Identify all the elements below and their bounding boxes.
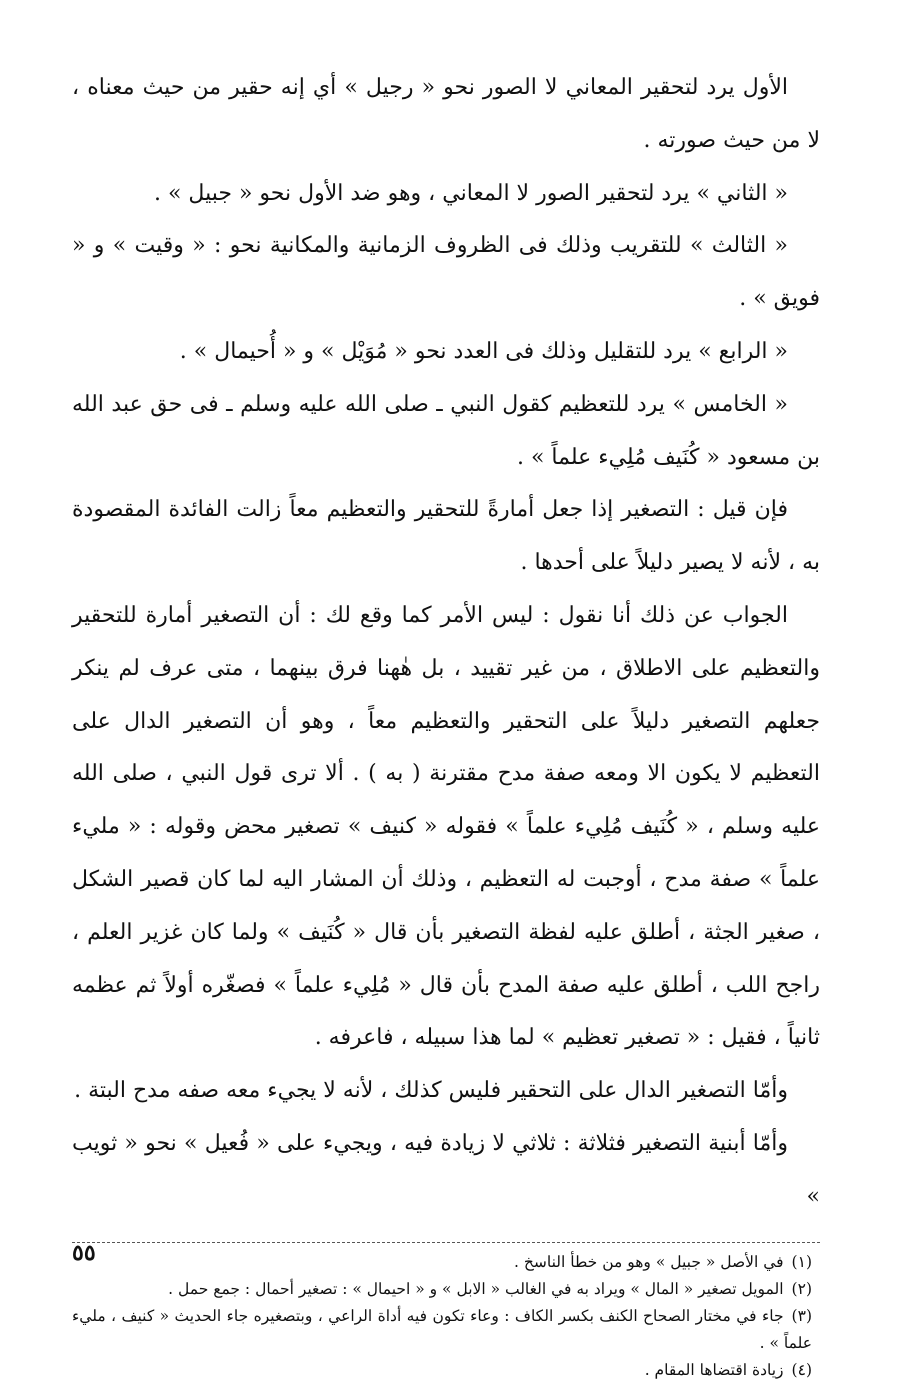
- footnote-number: (١): [791, 1252, 812, 1271]
- paragraph-4: « الرابع » يرد للتقليل وذلك فى العدد نحو « مُوَيْل » و « أُحيمال » .: [179, 338, 788, 364]
- footnote-number: (٣): [791, 1306, 812, 1325]
- footnote-text: المويل تصغير « المال » ويراد به في الغالب « الابل » و « احيمال » : تصغير أحمال : جمع حمل .: [168, 1279, 784, 1298]
- footnote-text: زيادة اقتضاها المقام .: [644, 1360, 784, 1379]
- paragraph-1: الأول يرد لتحقير المعاني لا الصور نحو « رجيل » أي إنه حقير من حيث معناه ، لا من حيث صورته .: [72, 75, 820, 153]
- paragraph-2: « الثاني » يرد لتحقير الصور لا المعاني ، وهو ضد الأول نحو « جبيل » .: [153, 180, 788, 206]
- footnote: [72, 1357, 820, 1384]
- main-text: [72, 62, 820, 1224]
- paragraph-7: الجواب عن ذلك أنا نقول : ليس الأمر كما وقع لك : أن التصغير أمارة للتحقير والتعظيم على الاطلاق ، من غير تقييد ، بل هٰهنا فرق بينهما ، متى عرف لم ينكر جعلهم التصغير دليلاً على التحقير والتعظيم معاً ، وهو أن التصغير الدال على التعظيم لا يكون الا ومعه صفة مدح مقترنة ( به ) . ألا ترى قول النبي ، صلى الله عليه وسلم ، « كُنَيف مُلِيء علماً » فقوله « كنيف » تصغير محض وقوله : « مليء علماً » صفة مدح ، أوجبت له التعظيم ، وذلك أن المشار اليه لما كان قصير الشكل ، صغير الجثة ، أطلق عليه لفظة التصغير بأن قال « كُنَيف » ولما كان غزير العلم ، راجح اللب ، أطلق عليه صفة المدح بأن قال « مُلِيء علماً » فصغّره أولاً ثم عظمه ثانياً ، فقيل : « تصغير تعظيم » لما هذا سبيله ، فاعرفه .: [72, 602, 820, 1051]
- footnote-text: في الأصل « جبيل » وهو من خطأ الناسخ .: [514, 1252, 784, 1271]
- footnote-text: جاء في مختار الصحاح الكنف بكسر الكاف : وعاء تكون فيه أداة الراعي ، وبتصغيره جاء الحديث « كنيف ، مليء علماً » .: [72, 1306, 812, 1352]
- footnote: [72, 1249, 820, 1276]
- footnote: [72, 1303, 820, 1357]
- paragraph-9: وأمّا أبنية التصغير فثلاثة : ثلاثي لا زيادة فيه ، ويجيء على « فُعيل » نحو « ثويب »: [72, 1130, 820, 1209]
- footnote-number: (٢): [791, 1279, 812, 1298]
- page-number: ٥٥: [72, 1240, 96, 1266]
- paragraph-8: وأمّا التصغير الدال على التحقير فليس كذلك ، لأنه لا يجيء معه صفه مدح البتة .: [74, 1078, 788, 1104]
- paragraph-6: فإن قيل : التصغير إذا جعل أمارةً للتحقير والتعظيم معاً زالت الفائدة المقصودة به ، لأنه لا يصير دليلاً على أحدها .: [72, 497, 820, 576]
- footnote: [72, 1276, 820, 1303]
- paragraph-3: « الثالث » للتقريب وذلك فى الظروف الزمانية والمكانية نحو : « وقيت » و « فويق » .: [72, 233, 820, 312]
- paragraph-5: « الخامس » يرد للتعظيم كقول النبي ـ صلى الله عليه وسلم ـ فى حق عبد الله بن مسعود « كُنَيف مُلِيء علماً » .: [72, 391, 820, 470]
- footnote-divider: [72, 1242, 820, 1243]
- footnote-number: (٤): [791, 1360, 812, 1379]
- footnotes: [72, 1249, 820, 1384]
